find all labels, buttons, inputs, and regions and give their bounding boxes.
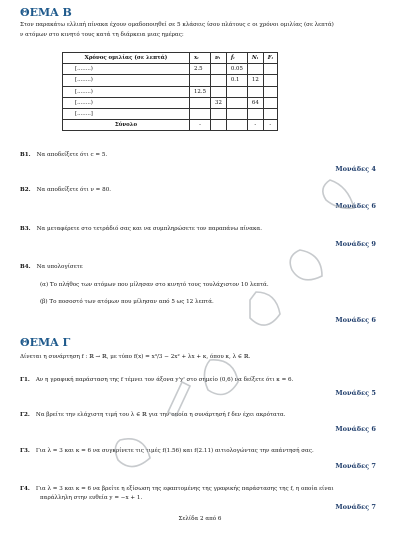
table-cell: -: [247, 120, 263, 131]
marks-b2: Μονάδες 6: [335, 202, 376, 210]
question-text: Να αποδείξετε ότι ν = 80.: [36, 187, 112, 193]
total-label: Σύνολο: [63, 120, 190, 131]
table-header-cell: Nᵢ: [247, 53, 263, 64]
question-g2: [20, 411, 285, 419]
table-cell: [226, 108, 247, 119]
marks-g1: Μονάδες 5: [335, 389, 376, 397]
question-text: Αν η γραφική παράσταση της f τέμνει τον άξονα y'y' στο σημείο (0,6) να δείξετε ότι κ = 6.: [35, 377, 294, 383]
page-footer: Σελίδα 2 από 6: [178, 516, 222, 522]
table-cell: [........]: [63, 108, 190, 119]
question-g4: [20, 485, 334, 493]
table-header-row: [63, 53, 278, 64]
table-cell: [247, 64, 263, 75]
table-total-row: [63, 120, 278, 131]
question-b1: [20, 151, 107, 159]
theme-b-intro-line2: ν ατόμων στο κινητό τους κατά τη διάρκεια μιας ημέρας:: [20, 32, 184, 38]
question-text: Να βρείτε την ελάχιστη τιμή του λ ∈ ℝ για την οποία η συνάρτησή f δεν έχει ακρότατα.: [35, 412, 286, 418]
question-label: Β3.: [20, 226, 31, 232]
question-text: Να μεταφέρετε στο τετράδιό σας και να συμπληρώσετε τον παραπάνω πίνακα.: [36, 226, 263, 232]
table-row: [63, 75, 278, 86]
table-cell: [263, 64, 277, 75]
table-cell: [190, 75, 211, 86]
table-cell: [263, 108, 277, 119]
question-text: Για λ = 3 και κ = 6 να συγκρίνετε τις τιμές f(1.56) και f(2.11) αιτιολογώντας την απάντησή σας.: [35, 448, 314, 454]
table-cell: 0.05: [226, 64, 247, 75]
question-label: Γ1.: [20, 377, 30, 383]
table-cell: [211, 108, 227, 119]
table-header-cell: νᵢ: [211, 53, 227, 64]
question-label: Γ2.: [20, 412, 30, 418]
table-row: [63, 64, 278, 75]
table-cell: [226, 120, 247, 131]
marks-b3: Μονάδες 9: [335, 240, 376, 248]
question-b2: [20, 186, 111, 194]
question-label: Β2.: [20, 187, 31, 193]
question-g4-line2: παράλληλη στην ευθεία y = −x + 1.: [40, 495, 143, 501]
table-cell: [226, 86, 247, 97]
table-cell: [263, 75, 277, 86]
table-cell: [........): [63, 86, 190, 97]
question-label: Β4.: [20, 264, 31, 270]
question-b4: [20, 263, 83, 271]
table-cell: 64: [247, 97, 263, 108]
table-row: [63, 97, 278, 108]
question-text: Να υπολογίσετε: [36, 264, 83, 270]
table-cell: [226, 97, 247, 108]
table-cell: -: [190, 120, 211, 131]
table-cell: [........): [63, 75, 190, 86]
table-cell: [190, 97, 211, 108]
table-cell: 12: [247, 75, 263, 86]
question-g1: [20, 376, 293, 384]
marks-g2: Μονάδες 6: [335, 425, 376, 433]
question-g3: [20, 447, 314, 455]
table-cell: 2.5: [190, 64, 211, 75]
table-cell: [247, 86, 263, 97]
marks-g4: Μονάδες 7: [335, 503, 376, 511]
question-text: Να αποδείξετε ότι c = 5.: [36, 152, 108, 158]
theme-g-heading: ΘΕΜΑ Γ: [20, 336, 71, 349]
table-row: [63, 86, 278, 97]
table-cell: [........): [63, 64, 190, 75]
table-cell: [263, 97, 277, 108]
question-text: Για λ = 3 και κ = 6 να βρείτε η εξίσωση της εφαπτομένης της γραφικής παράστασης της f, η οποία είναι: [35, 486, 334, 492]
question-label: Γ4.: [20, 486, 30, 492]
table-cell: [211, 86, 227, 97]
table-row: [63, 108, 278, 119]
marks-b1: Μονάδες 4: [335, 165, 376, 173]
question-b4-a: (α) Το πλήθος των ατόμων που μίλησαν στο κινητό τους τουλάχιστον 10 λεπτά.: [40, 282, 269, 288]
table-cell: -: [263, 120, 277, 131]
marks-b4: Μονάδες 6: [335, 316, 376, 324]
table-cell: [190, 108, 211, 119]
table-cell: [263, 86, 277, 97]
question-b4-b: (β) Το ποσοστό των ατόμων που μίλησαν από 5 ως 12 λεπτά.: [40, 299, 214, 305]
theme-b-heading: ΘΕΜΑ Β: [20, 6, 72, 19]
theme-g-intro: Δίνεται η συνάρτηση f : ℝ → ℝ, με τύπο f(x) = x³/3 − 2x² + λx + κ, όπου κ, λ ∈ ℝ.: [20, 354, 251, 360]
question-b3: [20, 225, 262, 233]
question-label: Β1.: [20, 152, 31, 158]
table-header-cell: xᵢ: [190, 53, 211, 64]
table-cell: 12.5: [190, 86, 211, 97]
table-cell: [247, 108, 263, 119]
table-cell: [........): [63, 97, 190, 108]
table-cell: [211, 75, 227, 86]
table-cell: 0.1: [226, 75, 247, 86]
table-header-cell: Fᵢ: [263, 53, 277, 64]
table-cell: [211, 64, 227, 75]
marks-g3: Μονάδες 7: [335, 462, 376, 470]
table-cell: 32: [211, 97, 227, 108]
table-cell: [211, 120, 227, 131]
table-header-cell: Χρόνος ομιλίας (σε λεπτά): [63, 53, 190, 64]
table-header-cell: fᵢ: [226, 53, 247, 64]
question-label: Γ3.: [20, 448, 30, 454]
frequency-table: [62, 52, 278, 131]
theme-b-intro-line1: Στον παρακάτω ελλιπή πίνακα έχουν ομαδοποιηθεί σε 5 κλάσεις ίσου πλάτους c οι χρόνοι ομιλίας (σε λεπτά): [20, 22, 334, 28]
